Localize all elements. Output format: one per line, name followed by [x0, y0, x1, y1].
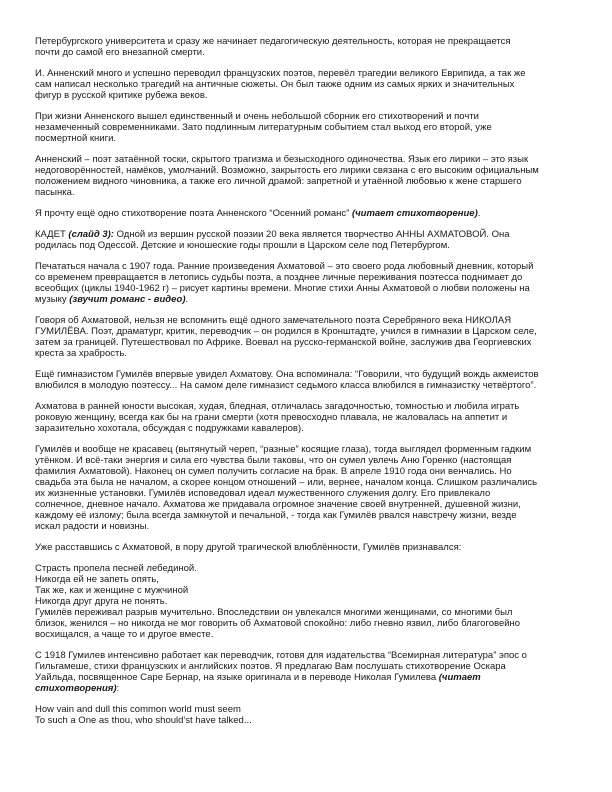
text-line	[35, 208, 575, 219]
text-line	[35, 229, 575, 240]
text-line: креста за храбрость.	[35, 348, 127, 359]
text-line	[35, 294, 575, 305]
paragraph-collection	[35, 111, 575, 144]
paragraph-translations	[35, 68, 575, 101]
text-line: заразительно хохотала, обсуждая с подружками кавалеров).	[35, 423, 304, 434]
text-line: каждому её излому; была всегда замкнутой и печальной, - тогда как Гумилёв рвался навстречу жизни, везде	[35, 510, 517, 521]
paragraph-gumilev-intro	[35, 315, 575, 359]
text-line: Говоря об Ахматовой, нельзя не вспомнить ещё одного замечательного поэта Серебряного века НИКОЛАЯ	[35, 315, 512, 326]
text-line: сам написал несколько трагедий на античные сюжеты. Он был также одним из самых ярких и значительных	[35, 79, 515, 90]
text-line: роковую женщину, всегда как бы на грани смерти (хотя превосходно плавала, не жаловалась на аппетит и	[35, 412, 508, 423]
poem-line: Никогда ей не запеть опять,	[35, 574, 159, 585]
text-line: И. Анненский много и успешно переводил французских поэтов, перевёл трагедии великого Еврипида, а так же	[35, 68, 526, 79]
text-line: фигур в русской критике рубежа веков.	[35, 90, 208, 101]
text-line	[35, 683, 575, 694]
text-line: солнечное, дневное начало. Ахматова же придавала огромное значение своей внутренней, душевной жизни,	[35, 499, 521, 510]
text-line: влюбился в молодую поэтессу... На самом деле гимназист седьмого класса влюбился в гимназистку четвёртого”.	[35, 380, 537, 391]
stage-direction: (звучит романс - видео)	[69, 294, 186, 305]
text-line: Гильгамеше, стихи французских и английских поэтов. Я предлагаю Вам послушать стихотворение Оскара	[35, 661, 506, 672]
text-line: их жизненные установки. Гумилёв исповедовал идеал мужественного служения долгу. Его привлекало	[35, 488, 491, 499]
text-line: утёнком. И всё-таки энергия и сила его чувства были таковы, что он сумел увлечь Аню Горенко (настоящая	[35, 455, 512, 466]
text-line: Уже расставшись с Ахматовой, в пору другой трагической влюблённости, Гумилёв признавался:	[35, 542, 462, 553]
text-line: Гумилёв переживал разрыв мучительно. Впоследствии он увлекался многими женщинами, со многими был	[35, 607, 513, 618]
text-run: Я прочту ещё одно стихотворение поэта Анненского “Осенний романс”	[35, 208, 352, 219]
text-line: Гумилёв и вообще не красавец (вытянутый череп, “разные” косящие глаза), тогда выглядел форменным гадким	[35, 444, 532, 455]
text-line: близок, женился – но никогда не мог говорить об Ахматовой спокойно: либо гневно язвил, либо благоговейно	[35, 618, 521, 629]
text-line: родилась под Одессой. Детские и юношеские годы прошли в Царском селе под Петербургом.	[35, 240, 450, 251]
text-line: С 1918 Гумилев интенсивно работает как переводчик, готовя для издательства “Всемирная литература” эпос о	[35, 650, 527, 661]
text-line: посмертной книги.	[35, 133, 117, 144]
text-line: Ещё гимназистом Гумилёв впервые увидел Ахматову. Она вспоминала: “Говорили, что будущий вождь акмеистов	[35, 369, 539, 380]
text-line	[35, 672, 575, 683]
text-line: ГУМИЛЁВА. Поэт, драматург, критик, переводчик – он родился в Кронштадте, учился в гимназии в Царском селе,	[35, 326, 537, 337]
paragraph-first-meeting	[35, 369, 575, 391]
text-line: Печататься начала с 1907 года. Ранние произведения Ахматовой – это своего рода любовный дневник, который	[35, 261, 534, 272]
paragraph-akhmatova-youth	[35, 401, 575, 434]
text-line: незамеченный современниками. Зато подлинным литературным событием стал выход его второй, уже	[35, 122, 492, 133]
text-line: фамилия Ахматовой). Наконец он сумел получить согласие на брак. В апреле 1910 года они венчались. Но	[35, 466, 512, 477]
text-run: музыку	[35, 294, 70, 305]
paragraph-translator	[35, 650, 575, 694]
text-line: пасынка.	[35, 187, 75, 198]
text-line: Ахматова в ранней юности высокая, худая, бледная, отличалась загадочностью, томностью и любила играть	[35, 401, 520, 412]
text-line: восхищался, а чаще то и другое вместе.	[35, 629, 214, 640]
text-line: всеобщих (циклы 1940-1962 г) – рисует картины времени. Многие стихи Анны Ахматовой о любви положены на	[35, 283, 530, 294]
paragraph-breakup	[35, 607, 575, 640]
text-run: Одной из вершин русской поэзии 20 века является творчество АННЫ АХМАТОВОЙ. Она	[113, 229, 510, 240]
stage-direction: стихотворения)	[35, 683, 117, 694]
paragraph-marriage	[35, 444, 575, 532]
stage-direction: (слайд 3):	[68, 229, 114, 240]
poem-line: Так же, как и женщине с мужчиной	[35, 585, 189, 596]
text-line: Петербургского университета и сразу же начинает педагогическую деятельность, которая не прекращается	[35, 36, 511, 47]
text-line: При жизни Анненского вышел единственный и очень небольшой сборник его стихотворений и почти	[35, 111, 479, 122]
text-run: .	[477, 208, 481, 219]
poem-line: To such a One as thou, who should'st have talked...	[35, 715, 252, 726]
english-poem-block	[35, 704, 575, 726]
text-line: почти до самой его внезапной смерти.	[35, 47, 205, 58]
text-line: со временем превращается в летопись судьбы поэта, а позднее личные переживания поэтесса поднимает до	[35, 272, 523, 283]
paragraph-reading-annensky	[35, 208, 575, 219]
paragraph-akhmatova-intro	[35, 229, 575, 251]
stage-direction: (читает стихотворение)	[351, 208, 478, 219]
paragraph-akhmatova-early-works	[35, 261, 575, 305]
paragraph-confession	[35, 542, 575, 553]
text-line: свадьба эта была не началом, а скорее концом отношений – или, вернее, началом конца. Слишком различались	[35, 477, 538, 488]
text-run: Уайльда, посвященное Саре Бернар, на языке оригинала и в переводе Николая Гумилева	[35, 672, 439, 683]
text-run: КАДЕТ	[35, 229, 69, 240]
paragraph-annensky-lyrics	[35, 154, 575, 198]
text-line: Анненский – поэт затаённой тоски, скрытого трагизма и безысходного одиночества. Язык его лирики – это язык	[35, 154, 529, 165]
text-line: недоговорённостей, намёков, умолчаний. Возможно, закрытость его лирики связана с его высоким официальным	[35, 165, 539, 176]
text-run: .	[185, 294, 189, 305]
poem-line: Страсть пропела песней лебединой.	[35, 563, 197, 574]
text-line: искал радости и новизны.	[35, 521, 150, 532]
stage-direction: (читает	[438, 672, 481, 683]
paragraph-university	[35, 36, 575, 58]
text-line: положением видного чиновника, а также его личной драмой: запретной и утаённой любовью к жене старшего	[35, 176, 522, 187]
poem-line: Никогда друг друга не понять.	[35, 596, 168, 607]
document-page	[35, 36, 575, 726]
text-run: :	[116, 683, 120, 694]
text-line: затем за границей. Путешествовал по Африке. Воевал на русско-германской войне, заслужив два Георгиевских	[35, 337, 532, 348]
poem-line: How vain and dull this common world must seem	[35, 704, 241, 715]
poem-block	[35, 563, 575, 607]
